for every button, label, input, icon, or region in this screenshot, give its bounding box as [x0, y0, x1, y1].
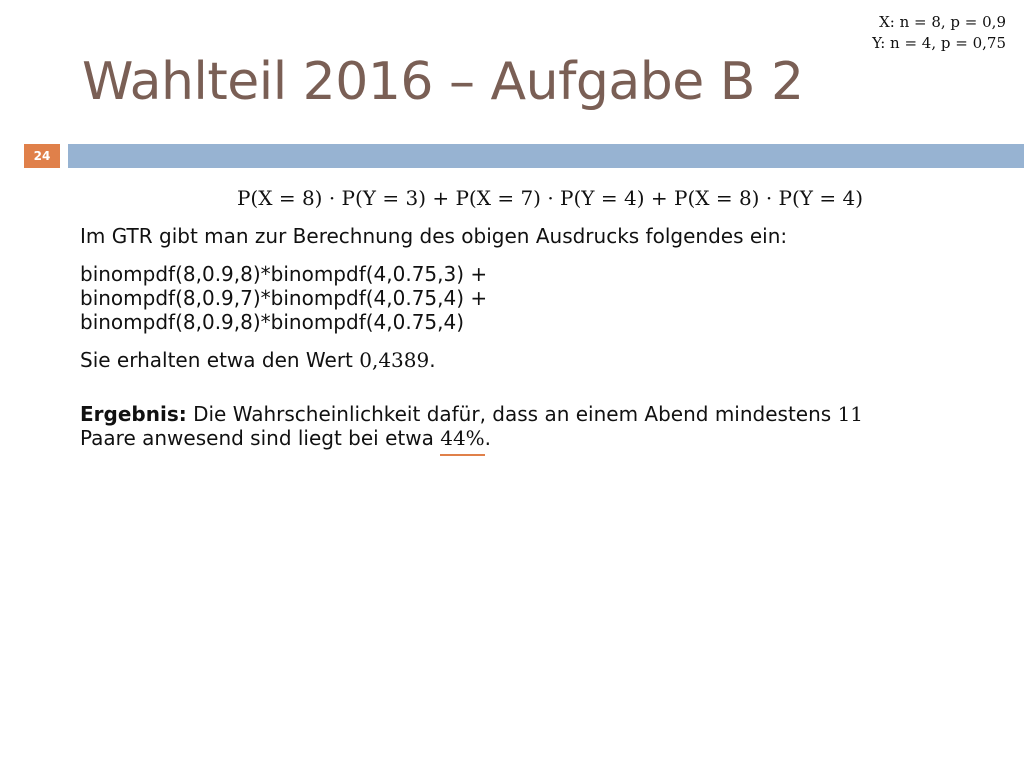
- result-text-1: Die Wahrscheinlichkeit dafür, dass an einem Abend mindestens: [186, 402, 838, 426]
- slide-number: 24: [24, 144, 60, 168]
- gtr-line-1: binompdf(8,0.9,8)*binompdf(4,0.75,3) +: [80, 262, 488, 286]
- intro-text: Im GTR gibt man zur Berechnung des obigen Ausdrucks folgendes ein:: [80, 224, 788, 248]
- gtr-input: [80, 262, 1000, 334]
- result-line-2: [80, 426, 1000, 450]
- value-sentence: [80, 348, 1000, 372]
- result-label: Ergebnis:: [80, 402, 187, 426]
- min-pairs-value: 11: [837, 402, 864, 426]
- approx-value: 0,4389: [359, 348, 430, 372]
- slide-content: [80, 180, 1000, 450]
- result-text-2: Paare anwesend sind liegt bei etwa: [80, 426, 441, 450]
- param-x: X: n = 8, p = 0,9: [879, 13, 1006, 31]
- gtr-line-2: binompdf(8,0.9,7)*binompdf(4,0.75,4) +: [80, 286, 488, 310]
- probability-formula: P(X = 8) · P(Y = 3) + P(X = 7) · P(Y = 4) + P(X = 8) · P(Y = 4): [236, 186, 864, 210]
- header-bar: [68, 144, 1024, 168]
- result-suffix: .: [484, 426, 492, 450]
- result-percentage: 44%: [440, 426, 484, 456]
- value-prefix: Sie erhalten etwa den Wert: [80, 348, 360, 372]
- gtr-line-3: binompdf(8,0.9,8)*binompdf(4,0.75,4): [80, 310, 465, 334]
- result-block: [80, 402, 1000, 450]
- result-line-1: [80, 402, 1000, 426]
- slide-title: Wahlteil 2016 – Aufgabe B 2: [82, 52, 804, 112]
- param-y: Y: n = 4, p = 0,75: [872, 34, 1006, 52]
- given-parameters: [872, 12, 1006, 54]
- value-suffix: .: [429, 348, 436, 372]
